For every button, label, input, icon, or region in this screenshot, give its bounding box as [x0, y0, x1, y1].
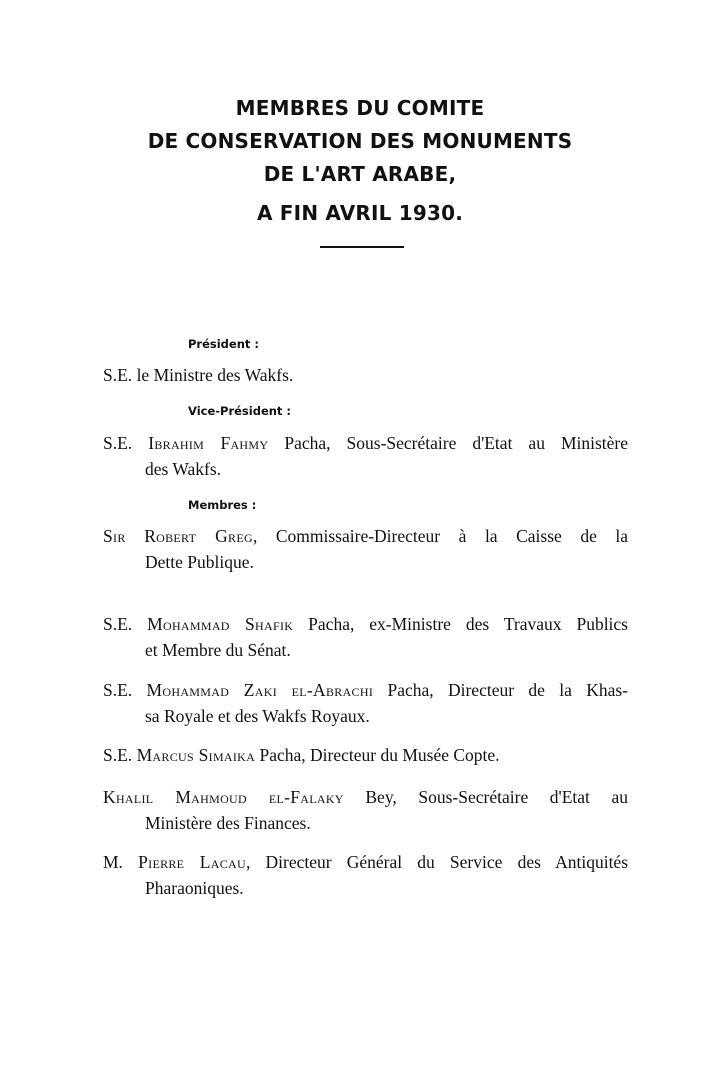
president-entry — [103, 362, 628, 388]
title-line-2: DE CONSERVATION DES MONUMENTS — [147, 129, 573, 153]
member-line-1 — [103, 523, 628, 549]
member-name: Robert Greg — [144, 526, 253, 546]
member-line-1 — [103, 611, 628, 637]
president-line — [103, 362, 628, 388]
title-line-1: MEMBRES DU COMITE — [235, 96, 485, 120]
member-entry — [103, 677, 628, 729]
vice-president-name: Ibrahim Fahmy — [148, 433, 269, 453]
title-block — [0, 92, 720, 230]
member-entry — [103, 849, 628, 901]
member-line-2: sa Royale et des Wakfs Royaux. — [145, 706, 370, 726]
member-line1-rest: Pacha, ex-Ministre des Travaux Publics — [308, 614, 628, 634]
member-name: Pierre Lacau — [138, 852, 246, 872]
member-prefix: Sir — [103, 526, 126, 546]
member-name: Mohammad Zaki el-Abrachi — [146, 680, 374, 700]
member-line-1 — [103, 784, 628, 810]
member-line-2: et Membre du Sénat. — [145, 640, 291, 660]
member-prefix: S.E. — [103, 614, 133, 634]
member-name: Khalil Mahmoud el-Falaky — [103, 787, 344, 807]
member-line-2: Ministère des Finances. — [145, 813, 311, 833]
member-prefix: S.E. — [103, 680, 133, 700]
member-line-1 — [103, 742, 628, 768]
member-entry — [103, 742, 628, 768]
title-rule-divider — [320, 246, 404, 248]
member-entry — [103, 523, 628, 575]
membres-label: Membres : — [188, 498, 257, 512]
member-entry — [103, 611, 628, 663]
member-line1-rest: , Directeur Général du Service des Antiquités — [245, 852, 629, 872]
vice-president-line1-rest: Pacha, Sous-Secrétaire d'Etat au Ministère — [284, 433, 629, 453]
member-line-1 — [103, 849, 628, 875]
member-line1-rest: Pacha, Directeur du Musée Copte. — [259, 745, 500, 765]
president-prefix: S.E. — [103, 365, 133, 385]
member-line1-rest: , Commissaire-Directeur à la Caisse de la — [252, 526, 629, 546]
vice-president-label: Vice-Président : — [188, 404, 292, 418]
member-entry — [103, 784, 628, 836]
member-line-1 — [103, 677, 628, 703]
vice-president-line-1 — [103, 430, 628, 456]
vice-president-line-2: des Wakfs. — [145, 459, 222, 479]
member-line1-rest: Pacha, Directeur de la Khas- — [387, 680, 628, 700]
president-text: le Ministre des Wakfs. — [136, 365, 294, 385]
member-prefix: S.E. — [103, 745, 133, 765]
member-prefix: M. — [103, 852, 123, 872]
member-line-2: Dette Publique. — [145, 552, 254, 572]
member-name: Mohammad Shafik — [147, 614, 294, 634]
vice-president-entry — [103, 430, 628, 482]
title-line-3: DE L'ART ARABE, — [263, 162, 457, 186]
title-date: A FIN AVRIL 1930. — [256, 201, 464, 225]
vice-president-prefix: S.E. — [103, 433, 133, 453]
president-label: Président : — [188, 337, 260, 351]
member-line1-rest: Bey, Sous-Secrétaire d'Etat au — [365, 787, 628, 807]
member-name: Marcus Simaika — [136, 745, 256, 765]
member-line-2: Pharaoniques. — [145, 878, 244, 898]
